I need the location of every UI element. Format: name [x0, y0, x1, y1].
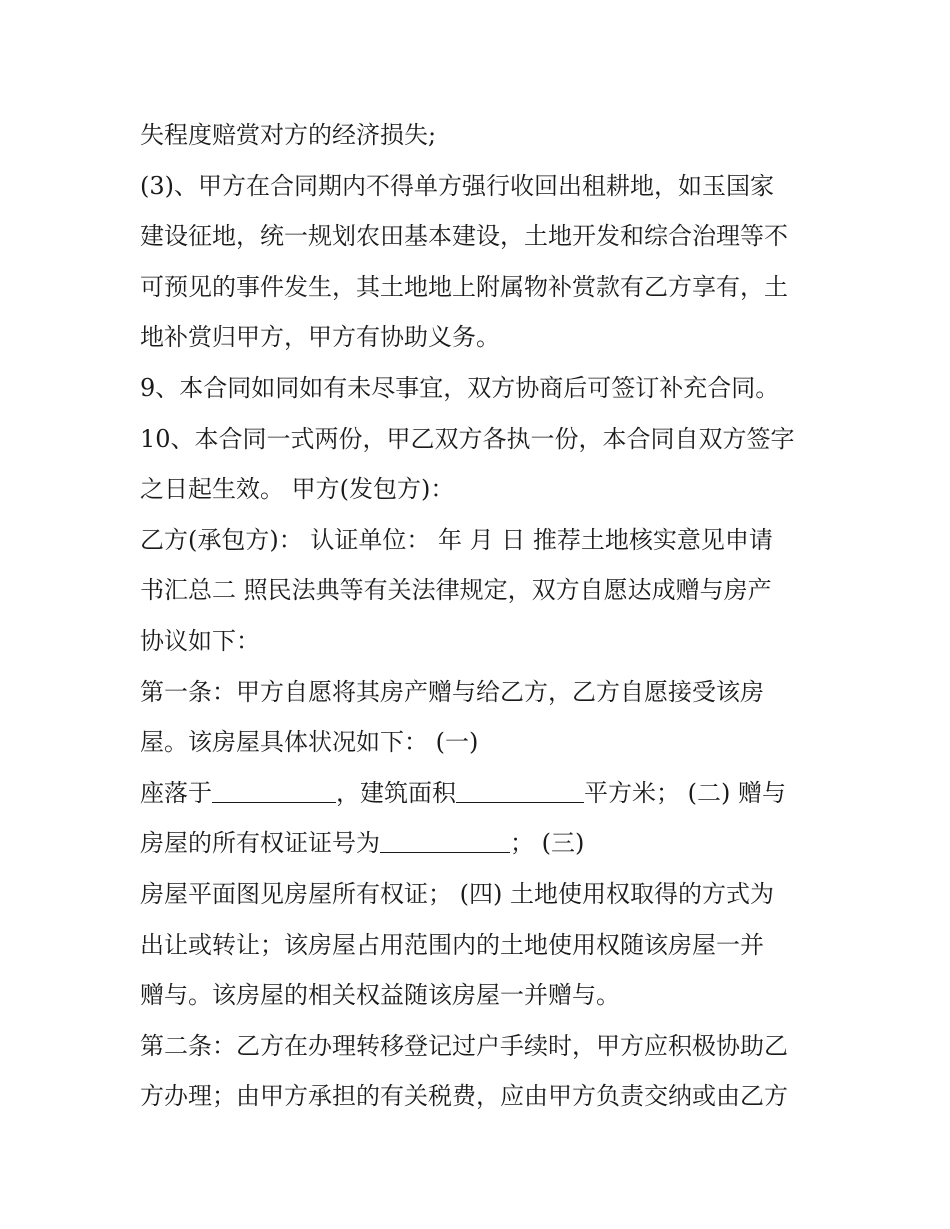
text-line: 之日起生效。 甲方(发包方)：: [140, 475, 455, 504]
text-segment: ，建筑面积: [336, 778, 456, 807]
text-line: 建设征地，统一规划农田基本建设，土地开发和综合治理等不: [140, 222, 788, 251]
document-body: [140, 110, 820, 1122]
text-line: (3)、甲方在合同期内不得单方强行收回出租耕地，如玉国家: [140, 171, 774, 200]
text-line-with-blanks: [140, 768, 820, 819]
text-line: 9、本合同如同如有未尽事宜，双方协商后可签订补充合同。: [140, 373, 780, 402]
text-line: 10、本合同一式两份，甲乙双方各执一份，本合同自双方签字: [140, 424, 795, 453]
fill-in-blank-location: [212, 780, 336, 803]
text-line: 方办理；由甲方承担的有关税费，应由甲方负责交纳或由乙方: [140, 1082, 788, 1111]
text-line: 地补赏归甲方，甲方有协助义务。: [140, 323, 500, 352]
text-line: 屋。该房屋具体状况如下： (一): [140, 728, 479, 757]
text-line: 第一条：甲方自愿将其房产赠与给乙方，乙方自愿接受该房: [140, 677, 764, 706]
text-line: 出让或转让；该房屋占用范围内的土地使用权随该房屋一并: [140, 930, 764, 959]
text-line: 协议如下：: [140, 626, 260, 655]
text-segment: 座落于: [140, 778, 212, 807]
text-line-with-blanks: [140, 818, 820, 869]
fill-in-blank-area: [456, 780, 584, 803]
text-segment: 平方米； (二) 赠与: [584, 778, 786, 807]
fill-in-blank-certificate-number: [380, 830, 510, 853]
text-line: 书汇总二 照民法典等有关法律规定，双方自愿达成赠与房产: [140, 576, 772, 605]
text-segment: ； (三): [510, 829, 585, 858]
text-line: 乙方(承包方)： 认证单位： 年 月 日 推荐土地核实意见申请: [140, 525, 773, 554]
text-segment: 房屋的所有权证证号为: [140, 829, 380, 858]
text-line: 可预见的事件发生，其土地地上附属物补赏款有乙方享有，土: [140, 272, 788, 301]
text-line: 房屋平面图见房屋所有权证； (四) 土地使用权取得的方式为: [140, 879, 774, 908]
text-line: 赠与。该房屋的相关权益随该房屋一并赠与。: [140, 981, 620, 1010]
text-line: 第二条：乙方在办理转移登记过户手续时，甲方应积极协助乙: [140, 1031, 788, 1060]
text-line: 失程度赔赏对方的经济损失;: [140, 121, 437, 149]
